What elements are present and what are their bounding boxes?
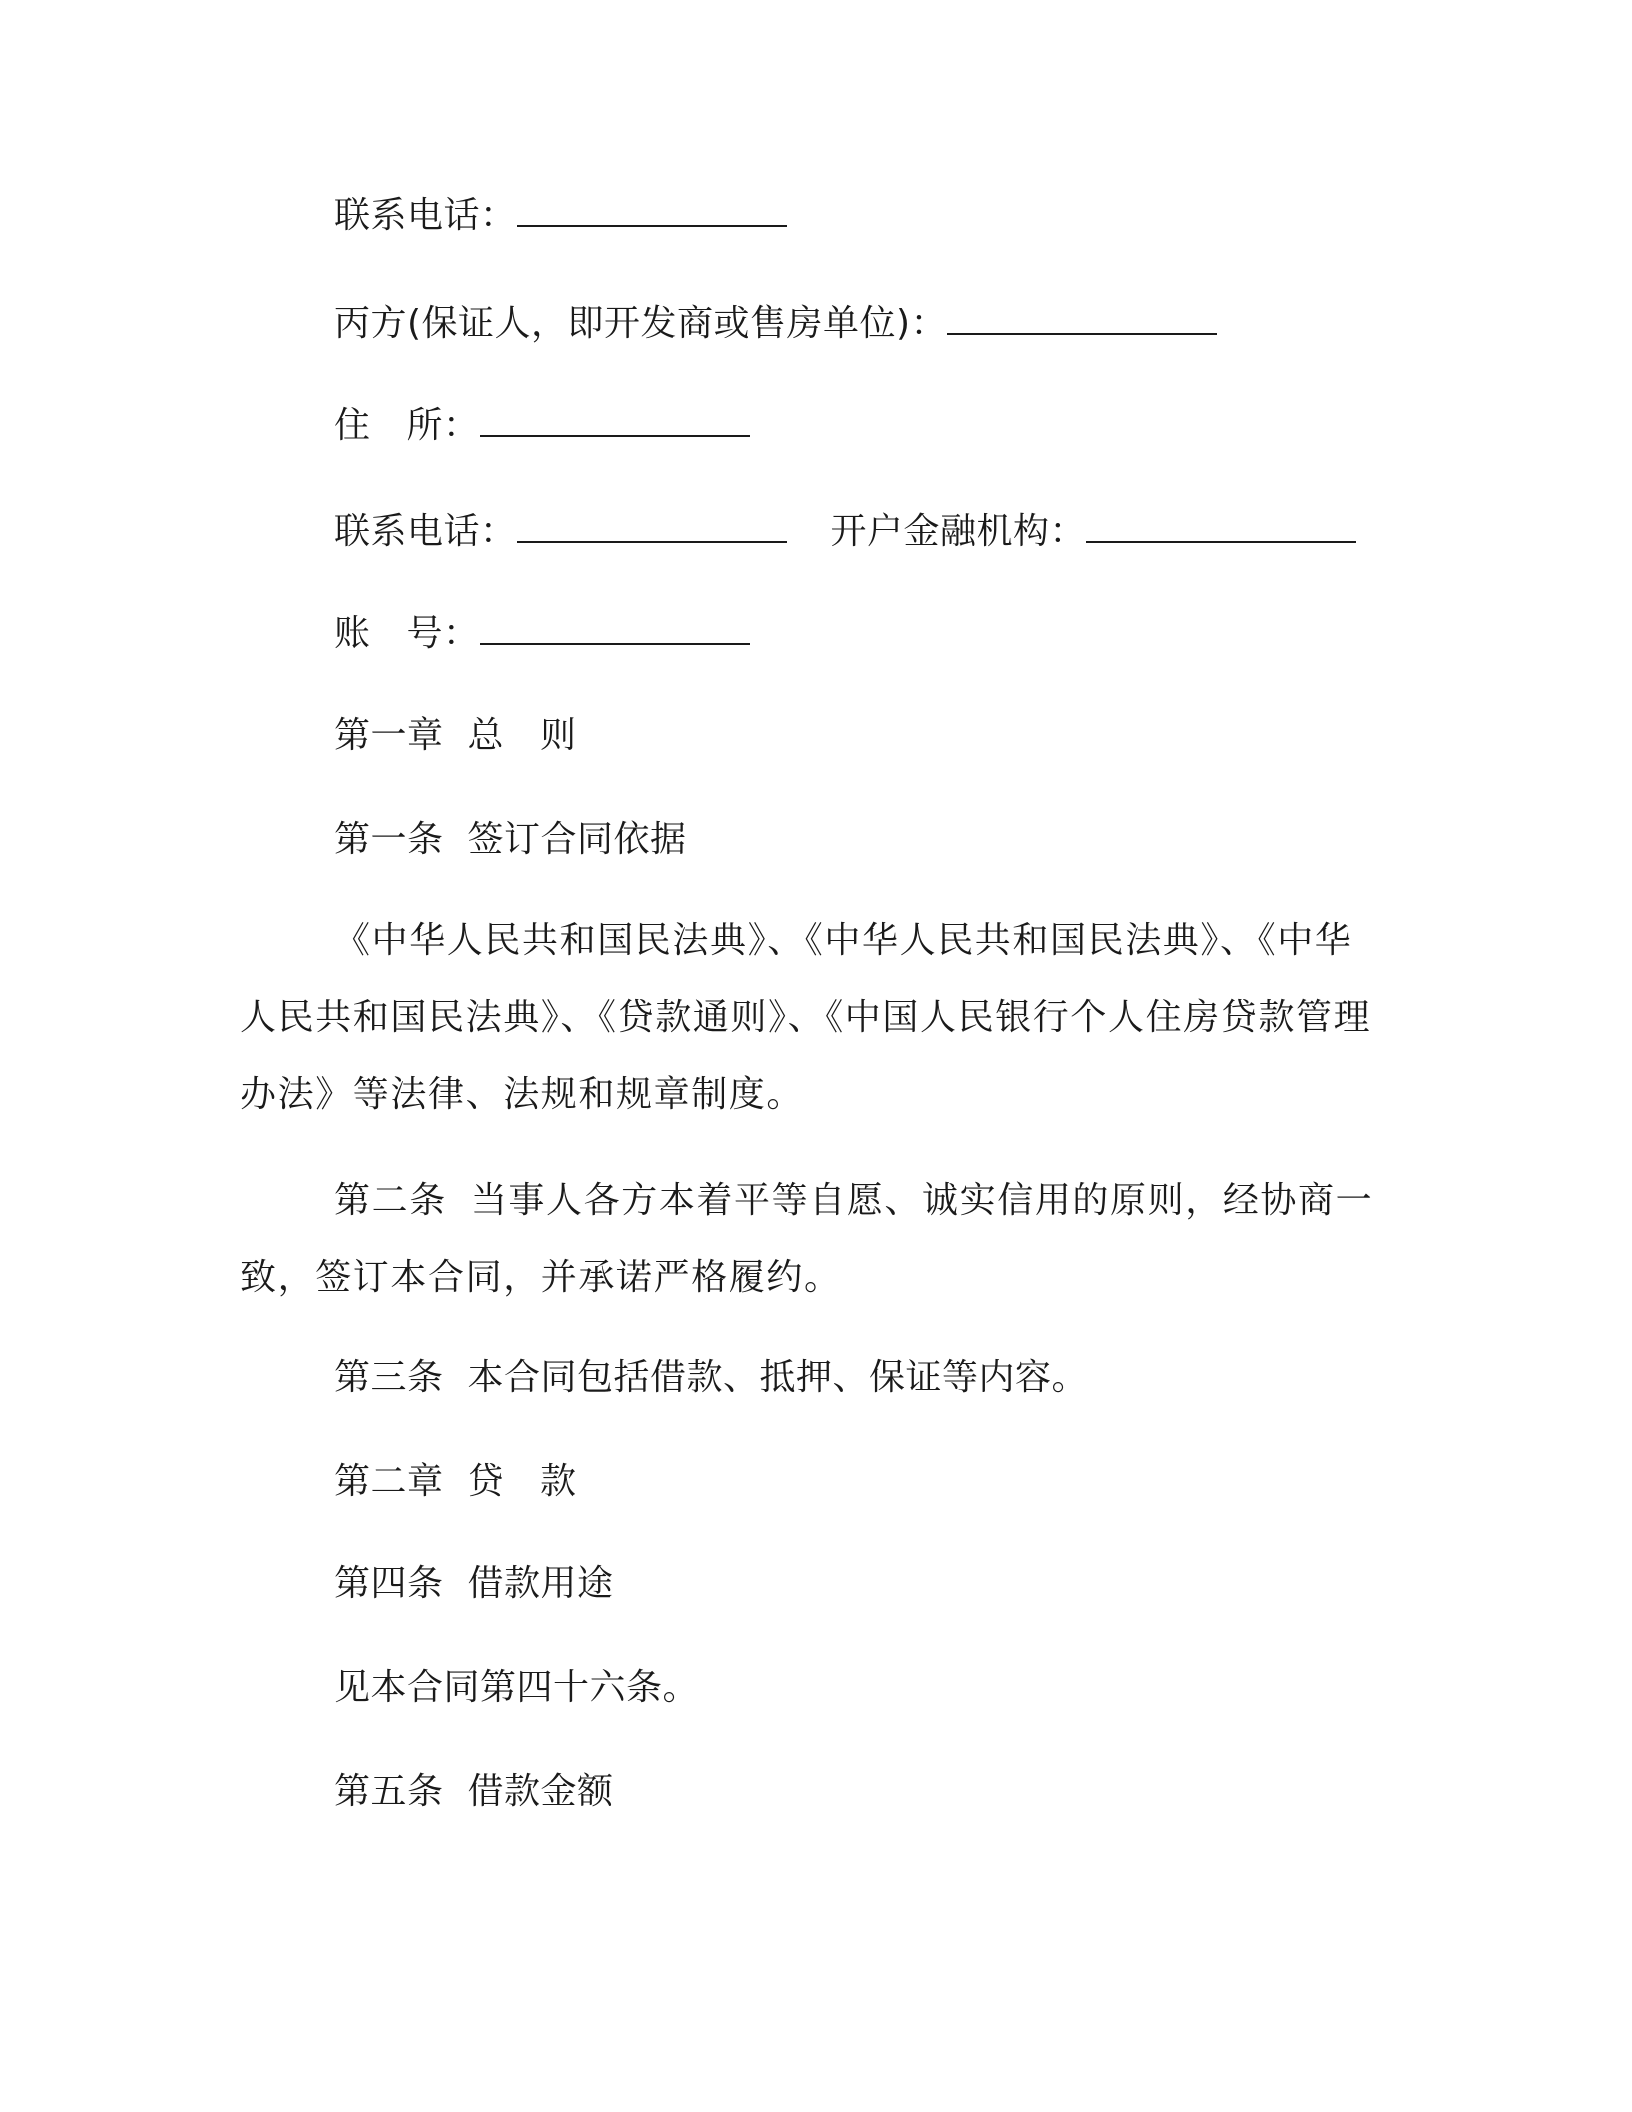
article-4-body: 见本合同第四十六条。: [334, 1667, 700, 1708]
party-c-phone-blank[interactable]: [517, 511, 787, 543]
party-c-address-label-b: 所：: [406, 405, 480, 446]
party-c-bank-label: 开户金融机构：: [830, 511, 1087, 552]
party-c-name-line: [334, 300, 1217, 348]
party-c-account-blank[interactable]: [480, 613, 750, 645]
chapter-2-title-a: 贷: [467, 1461, 505, 1502]
party-c-address-label-a: 住: [334, 405, 371, 446]
chapter-2-heading: [334, 1458, 577, 1506]
article-2-paragraph: [240, 1162, 1380, 1316]
party-c-address-blank[interactable]: [480, 405, 750, 437]
party-c-account-label-a: 账: [334, 613, 371, 654]
article-3-number: 第三条: [334, 1357, 444, 1398]
chapter-2-number: 第二章: [334, 1461, 444, 1502]
article-5-heading: [334, 1768, 614, 1816]
party-c-account-line: [334, 610, 750, 658]
party-b-phone-line: [334, 192, 787, 240]
article-4-title: 借款用途: [467, 1563, 614, 1604]
article-3-body: 本合同包括借款、抵押、保证等内容。: [467, 1357, 1089, 1398]
party-c-account-label-b: 号：: [406, 613, 480, 654]
party-c-phone-bank-line: [334, 508, 1356, 556]
article-3-paragraph: [334, 1354, 1088, 1402]
chapter-1-title-a: 总: [467, 715, 505, 756]
article-5-number: 第五条: [334, 1771, 444, 1812]
party-c-phone-label: 联系电话：: [334, 511, 517, 552]
chapter-1-heading: [334, 712, 577, 760]
party-b-phone-blank[interactable]: [517, 195, 787, 227]
party-c-address-line: [334, 402, 750, 450]
article-4-number: 第四条: [334, 1563, 444, 1604]
chapter-1-number: 第一章: [334, 715, 444, 756]
article-1-number: 第一条: [334, 819, 444, 860]
chapter-1-title-b: 则: [540, 715, 577, 756]
chapter-2-title-b: 款: [540, 1461, 577, 1502]
article-5-title: 借款金额: [467, 1771, 614, 1812]
party-c-bank-blank[interactable]: [1086, 511, 1356, 543]
party-b-phone-label: 联系电话：: [334, 195, 517, 236]
article-2-number: 第二条: [334, 1180, 447, 1221]
article-1-heading: [334, 816, 687, 864]
article-2-body: 当事人各方本着平等自愿、诚实信用的原则，经协商一致，签订本合同，并承诺严格履约。: [240, 1180, 1374, 1298]
article-1-title: 签订合同依据: [467, 819, 687, 860]
article-1-body: 《中华人民共和国民法典》、《中华人民共和国民法典》、《中华人民共和国民法典》、《贷款通则》、《中国人民银行个人住房贷款管理办法》等法律、法规和规章制度。: [240, 920, 1372, 1115]
party-c-name-label: 丙方(保证人，即开发商或售房单位)：: [334, 303, 948, 344]
article-4-heading: [334, 1560, 614, 1608]
party-c-name-blank[interactable]: [947, 303, 1217, 335]
